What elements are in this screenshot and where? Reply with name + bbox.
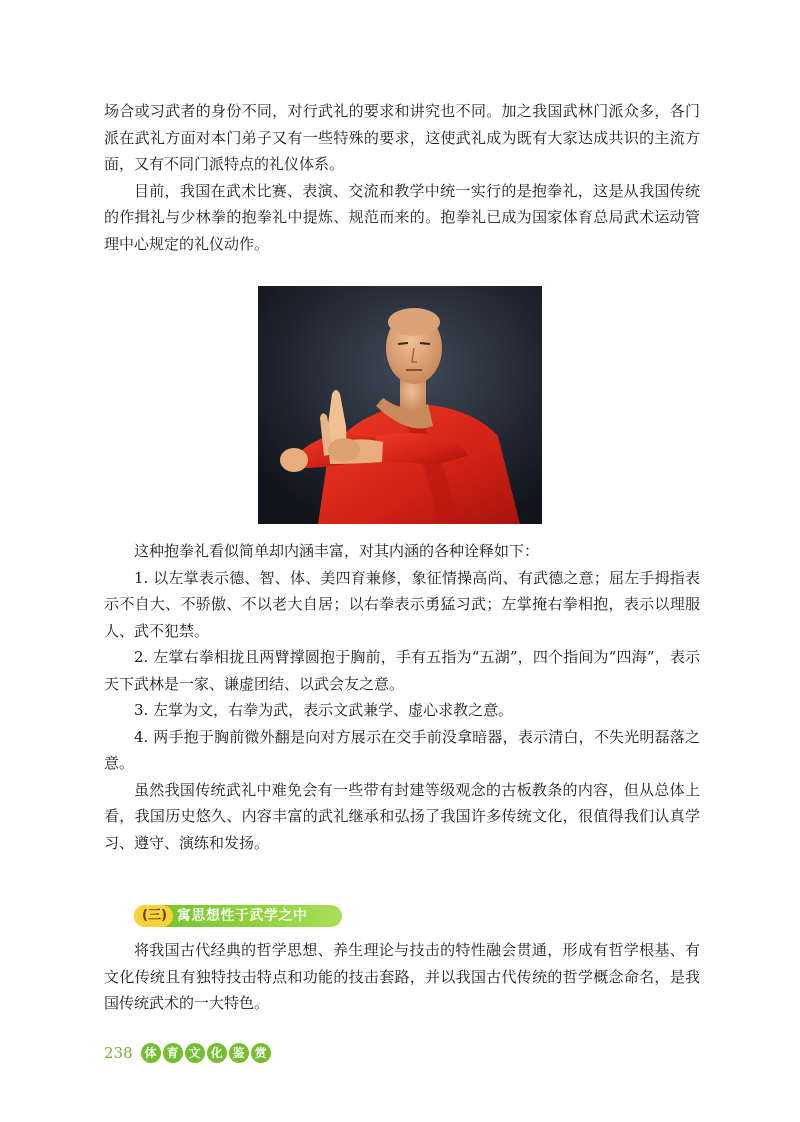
section-title: 寓思想性于武学之中 [176,908,308,924]
book-title-char: 鉴 [229,1043,249,1063]
section-heading [134,905,342,927]
paragraph: 这种抱拳礼看似简单却内涵丰富，对其内涵的各种诠释如下： [134,542,540,560]
page-footer [104,1042,273,1064]
book-title-char: 体 [141,1043,161,1063]
page-number: 238 [104,1044,133,1062]
text-block-top [104,98,700,257]
text-block-bottom [104,937,700,1017]
list-item: 4. 两手抱于胸前微外翻是向对方展示在交手前没拿暗器，表示清白，不失光明磊落之意。 [104,727,700,772]
list-item: 2. 左掌右拳相拢且两臂撑圆抱于胸前，手有五指为“五湖”，四个指间为“四海”，表示天下武林是一家、谦虚团结、以武会友之意。 [104,648,700,693]
paragraph: 将我国古代经典的哲学思想、养生理论与技击的特性融会贯通，形成有哲学根基、有文化传统且有独特技击特点和功能的技击套路，并以我国古代传统的哲学概念命名，是我国传统武术的一大特色。 [104,941,700,1012]
book-title-char: 化 [207,1043,227,1063]
book-title [141,1043,273,1063]
section-number: (三) [134,905,173,927]
book-title-char: 育 [163,1043,183,1063]
paragraph: 虽然我国传统武礼中难免会有一些带有封建等级观念的古板教条的内容，但从总体上看，我国历史悠久、内容丰富的武礼继承和弘扬了我国许多传统文化，很值得我们认真学习、遵守、演练和发扬。 [104,780,700,852]
paragraph: 目前，我国在武术比赛、表演、交流和教学中统一实行的是抱拳礼，这是从我国传统的作揖礼与少林拳的抱拳礼中提炼、规范而来的。抱拳礼已成为国家体育总局武术运动管理中心规定的礼仪动作。 [104,181,700,253]
list-item: 3. 左掌为文，右拳为武，表示文武兼学、虚心求教之意。 [134,701,514,719]
paragraph: 场合或习武者的身份不同，对行武礼的要求和讲究也不同。加之我国武林门派众多，各门派在武礼方面对本门弟子又有一些特殊的要求，这使武礼成为既有大家达成共识的主流方面，又有不同门派特点的礼仪体系。 [104,102,700,173]
text-block-middle [104,538,700,856]
list-item: 1. 以左掌表示德、智、体、美四育兼修，象征情操高尚、有武德之意；屈左手拇指表示不自大、不骄傲、不以老大自居；以右拳表示勇猛习武；左掌掩右拳相抱，表示以理服人、武不犯禁。 [104,568,700,640]
monk-illustration [258,286,542,524]
monk-salute-photo [258,286,542,524]
book-title-char: 文 [185,1043,205,1063]
book-title-char: 赏 [251,1043,271,1063]
